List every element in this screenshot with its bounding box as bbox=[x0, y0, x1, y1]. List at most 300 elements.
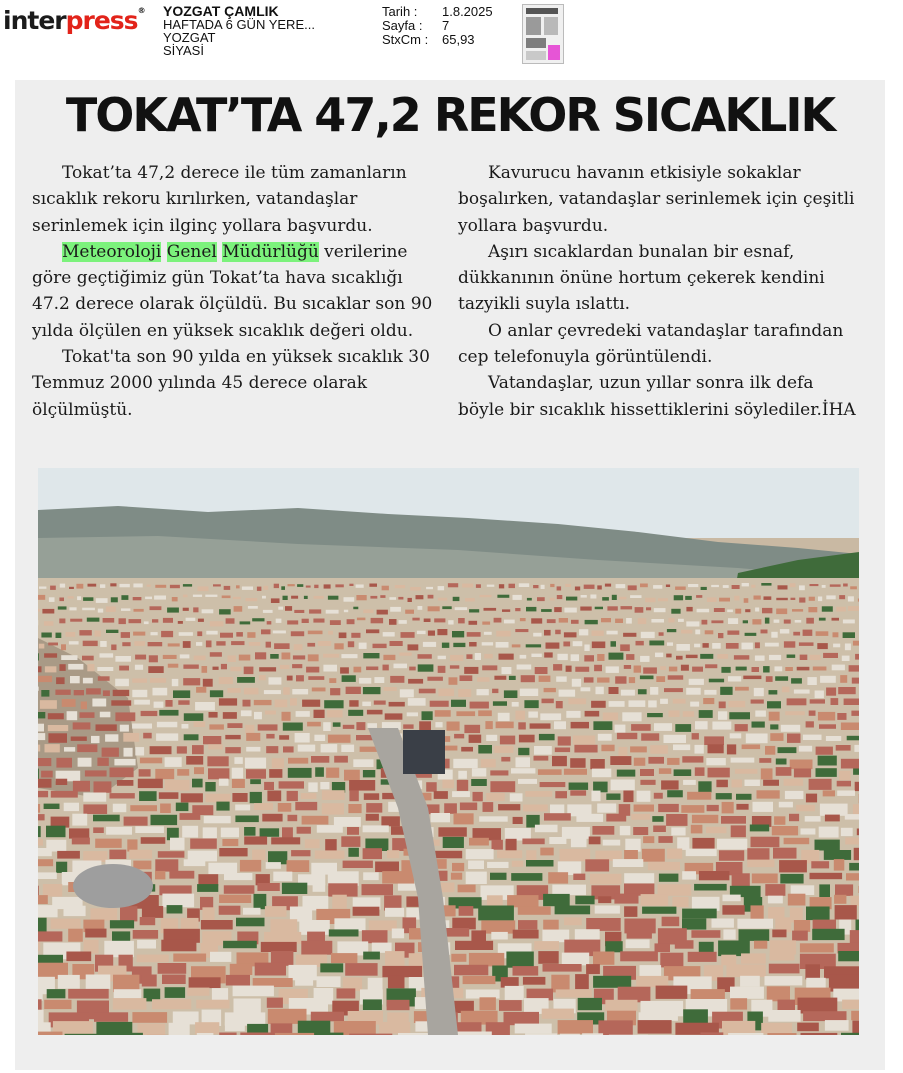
rooftop bbox=[38, 745, 40, 752]
rooftop bbox=[850, 896, 859, 906]
rooftop bbox=[660, 953, 683, 968]
rooftop bbox=[722, 1021, 755, 1035]
rooftop bbox=[664, 735, 687, 743]
rooftop bbox=[515, 711, 525, 720]
rooftop bbox=[219, 779, 229, 786]
rooftop bbox=[697, 609, 710, 613]
rooftop bbox=[244, 836, 267, 844]
rooftop bbox=[688, 584, 698, 587]
rooftop bbox=[648, 700, 657, 707]
logo-accent-text: press bbox=[65, 6, 138, 35]
rooftop bbox=[794, 690, 810, 694]
rooftop bbox=[250, 792, 262, 803]
rooftop bbox=[640, 780, 655, 785]
rooftop bbox=[134, 609, 144, 612]
rooftop bbox=[197, 631, 202, 636]
rooftop bbox=[454, 813, 474, 824]
rooftop bbox=[344, 597, 355, 602]
rooftop bbox=[719, 702, 726, 709]
rooftop bbox=[735, 769, 758, 774]
rooftop bbox=[484, 632, 492, 635]
rooftop bbox=[770, 953, 795, 961]
rooftop bbox=[232, 779, 245, 788]
rooftop bbox=[147, 585, 151, 587]
rooftop bbox=[592, 631, 604, 636]
rooftop bbox=[779, 860, 807, 872]
rooftop bbox=[770, 940, 796, 954]
rooftop bbox=[198, 874, 218, 886]
rooftop bbox=[501, 757, 510, 762]
rooftop bbox=[297, 827, 311, 834]
rooftop bbox=[521, 675, 535, 682]
rooftop bbox=[216, 641, 225, 645]
rooftop bbox=[110, 793, 135, 798]
rooftop bbox=[681, 805, 704, 813]
rooftop bbox=[382, 586, 389, 591]
rooftop bbox=[666, 585, 670, 588]
rooftop bbox=[771, 632, 777, 638]
rooftop bbox=[167, 608, 179, 613]
rooftop bbox=[721, 816, 746, 824]
rooftop bbox=[480, 595, 492, 597]
rooftop bbox=[482, 642, 493, 645]
rooftop bbox=[635, 607, 644, 613]
rooftop bbox=[38, 931, 62, 941]
rooftop bbox=[44, 653, 57, 657]
rooftop bbox=[285, 606, 292, 611]
rooftop bbox=[826, 595, 835, 599]
rooftop bbox=[768, 896, 783, 904]
page-thumbnail-icon[interactable] bbox=[522, 4, 564, 64]
rooftop bbox=[111, 700, 131, 705]
rooftop bbox=[302, 700, 320, 707]
rooftop bbox=[141, 837, 166, 844]
rooftop bbox=[504, 690, 518, 698]
rooftop bbox=[678, 619, 684, 622]
rooftop bbox=[403, 724, 413, 728]
rooftop bbox=[38, 779, 52, 788]
rooftop bbox=[72, 838, 90, 845]
rooftop bbox=[769, 964, 800, 974]
rooftop bbox=[797, 667, 810, 671]
rooftop bbox=[377, 610, 388, 615]
rooftop bbox=[674, 769, 692, 776]
rooftop bbox=[288, 815, 298, 821]
rooftop bbox=[584, 655, 594, 661]
rooftop bbox=[225, 747, 241, 753]
rooftop bbox=[64, 747, 75, 752]
rooftop bbox=[658, 804, 679, 812]
rooftop bbox=[542, 1009, 574, 1019]
rooftop bbox=[307, 932, 325, 942]
rooftop bbox=[739, 929, 770, 941]
page-row bbox=[382, 19, 493, 33]
rooftop bbox=[328, 883, 357, 896]
rooftop bbox=[478, 906, 514, 921]
rooftop bbox=[688, 952, 717, 962]
rooftop bbox=[410, 587, 421, 591]
rooftop bbox=[774, 620, 780, 623]
rooftop bbox=[546, 643, 560, 649]
rooftop bbox=[640, 676, 654, 680]
rooftop bbox=[772, 826, 798, 835]
rooftop bbox=[785, 667, 793, 671]
rooftop bbox=[283, 746, 294, 752]
rooftop bbox=[431, 813, 450, 822]
rooftop bbox=[313, 884, 326, 892]
rooftop bbox=[362, 884, 394, 895]
rooftop bbox=[609, 653, 624, 660]
rooftop bbox=[728, 701, 745, 708]
rooftop bbox=[560, 1034, 580, 1035]
rooftop bbox=[552, 756, 567, 766]
rooftop bbox=[103, 618, 115, 623]
rooftop bbox=[346, 687, 361, 694]
rooftop bbox=[113, 690, 130, 696]
rooftop bbox=[163, 655, 177, 659]
rooftop bbox=[629, 677, 635, 683]
rooftop bbox=[320, 963, 343, 972]
rooftop bbox=[259, 675, 266, 680]
rooftop bbox=[81, 702, 87, 710]
rooftop bbox=[469, 642, 477, 647]
rooftop bbox=[550, 584, 554, 587]
rooftop bbox=[168, 643, 180, 646]
rooftop bbox=[221, 828, 239, 838]
rooftop bbox=[155, 859, 178, 871]
rooftop bbox=[653, 585, 662, 589]
rooftop bbox=[158, 851, 185, 858]
rooftop bbox=[580, 607, 591, 611]
rooftop bbox=[438, 827, 466, 836]
rooftop bbox=[485, 721, 492, 729]
rooftop bbox=[496, 722, 514, 729]
aerial-city-illustration bbox=[38, 468, 859, 1035]
rooftop bbox=[669, 710, 680, 717]
rooftop bbox=[515, 629, 528, 632]
rooftop bbox=[281, 586, 285, 590]
rooftop bbox=[308, 631, 323, 635]
rooftop bbox=[122, 642, 130, 646]
rooftop bbox=[711, 585, 719, 587]
rooftop bbox=[721, 667, 730, 673]
rooftop bbox=[381, 816, 400, 826]
rooftop bbox=[291, 596, 298, 599]
rooftop bbox=[210, 652, 222, 657]
rooftop bbox=[486, 793, 504, 801]
paper-category: SİYASİ bbox=[163, 43, 204, 58]
rooftop bbox=[794, 920, 810, 932]
rooftop bbox=[556, 989, 592, 997]
rooftop bbox=[513, 966, 539, 976]
rooftop bbox=[69, 587, 74, 589]
rooftop bbox=[576, 814, 603, 822]
rooftop bbox=[681, 665, 689, 671]
rooftop bbox=[42, 609, 54, 614]
rooftop bbox=[181, 793, 203, 802]
rooftop bbox=[852, 678, 859, 684]
rooftop bbox=[825, 815, 840, 822]
rooftop bbox=[79, 630, 91, 635]
rooftop bbox=[742, 643, 753, 650]
rooftop bbox=[566, 597, 577, 601]
rooftop bbox=[142, 975, 157, 987]
rooftop bbox=[800, 655, 808, 660]
rooftop bbox=[363, 610, 373, 614]
rooftop bbox=[824, 850, 851, 860]
rooftop bbox=[681, 630, 692, 634]
rooftop bbox=[641, 632, 655, 638]
rooftop bbox=[661, 780, 679, 789]
rooftop bbox=[590, 874, 621, 885]
rooftop bbox=[70, 676, 80, 683]
rooftop bbox=[820, 804, 848, 816]
rooftop bbox=[456, 711, 475, 716]
rooftop bbox=[598, 734, 612, 741]
rooftop bbox=[742, 745, 761, 750]
rooftop bbox=[792, 931, 808, 941]
rooftop bbox=[767, 986, 790, 1001]
rooftop bbox=[667, 758, 679, 765]
rooftop bbox=[344, 610, 348, 613]
rooftop bbox=[799, 598, 805, 603]
rooftop bbox=[349, 1034, 392, 1035]
rooftop bbox=[362, 702, 371, 707]
rooftop bbox=[586, 918, 621, 931]
rooftop bbox=[394, 664, 408, 669]
rooftop bbox=[613, 859, 644, 867]
rooftop bbox=[714, 608, 725, 612]
rooftop bbox=[690, 702, 699, 707]
rooftop bbox=[134, 700, 150, 705]
rooftop bbox=[266, 734, 274, 739]
rooftop bbox=[349, 790, 358, 801]
article-column-right bbox=[458, 160, 858, 423]
rooftop bbox=[543, 964, 582, 972]
rooftop bbox=[306, 586, 311, 588]
rooftop bbox=[333, 722, 341, 726]
rooftop bbox=[94, 781, 112, 792]
rooftop bbox=[335, 584, 343, 587]
rooftop bbox=[366, 803, 382, 813]
rooftop bbox=[769, 655, 781, 660]
rooftop bbox=[83, 851, 107, 862]
rooftop bbox=[210, 621, 224, 626]
rooftop bbox=[38, 733, 45, 740]
rooftop bbox=[223, 712, 237, 719]
rooftop bbox=[606, 814, 626, 822]
rooftop bbox=[244, 827, 255, 836]
rooftop bbox=[344, 770, 360, 781]
rooftop bbox=[839, 595, 845, 599]
rooftop bbox=[313, 619, 324, 623]
rooftop bbox=[308, 676, 324, 680]
rooftop bbox=[734, 655, 749, 659]
rooftop bbox=[542, 699, 554, 704]
rooftop bbox=[349, 584, 353, 586]
highlighted-keyword: Müdürlüğü bbox=[222, 241, 319, 262]
rooftop bbox=[77, 744, 97, 752]
rooftop bbox=[782, 687, 790, 693]
rooftop bbox=[363, 687, 381, 694]
rooftop bbox=[133, 632, 145, 636]
rooftop bbox=[619, 747, 628, 757]
rooftop bbox=[695, 767, 705, 776]
rooftop bbox=[383, 655, 395, 660]
rooftop bbox=[269, 769, 282, 778]
rooftop bbox=[198, 619, 204, 622]
rooftop bbox=[39, 644, 45, 649]
rooftop bbox=[630, 746, 647, 752]
rooftop bbox=[840, 675, 847, 683]
rooftop bbox=[601, 618, 611, 622]
rooftop bbox=[574, 745, 597, 753]
rooftop bbox=[314, 735, 325, 741]
article-headline: TOKAT’TA 47,2 REKOR SICAKLIK bbox=[65, 88, 835, 142]
rooftop bbox=[499, 584, 504, 588]
rooftop bbox=[780, 874, 803, 884]
rooftop bbox=[236, 585, 240, 588]
rooftop bbox=[818, 597, 822, 602]
rooftop bbox=[721, 955, 736, 966]
rooftop bbox=[752, 874, 778, 884]
rooftop bbox=[853, 641, 859, 646]
rooftop bbox=[853, 769, 859, 775]
rooftop bbox=[617, 770, 636, 777]
rooftop bbox=[196, 642, 202, 646]
rooftop bbox=[767, 701, 781, 708]
rooftop bbox=[625, 839, 640, 852]
rooftop bbox=[822, 606, 833, 611]
rooftop bbox=[696, 595, 702, 598]
rooftop bbox=[741, 953, 766, 963]
rooftop bbox=[184, 734, 199, 740]
rooftop bbox=[56, 758, 72, 768]
rooftop bbox=[387, 1000, 410, 1010]
rooftop bbox=[183, 665, 198, 669]
rooftop bbox=[773, 848, 797, 859]
rooftop bbox=[627, 931, 652, 939]
rooftop bbox=[496, 631, 511, 637]
rooftop bbox=[435, 710, 451, 717]
rooftop bbox=[113, 804, 127, 813]
rooftop bbox=[544, 813, 571, 820]
rooftop bbox=[95, 839, 122, 848]
rooftop bbox=[624, 665, 631, 669]
rooftop bbox=[449, 677, 458, 685]
rooftop bbox=[416, 595, 424, 599]
rooftop bbox=[159, 710, 178, 716]
rooftop bbox=[512, 644, 521, 647]
rooftop bbox=[220, 633, 233, 638]
rooftop bbox=[367, 723, 377, 728]
rooftop bbox=[791, 598, 796, 600]
rooftop bbox=[846, 873, 859, 880]
rooftop bbox=[682, 909, 717, 919]
rooftop bbox=[785, 711, 805, 715]
rooftop bbox=[737, 919, 773, 929]
rooftop bbox=[510, 793, 523, 801]
rooftop bbox=[481, 920, 515, 933]
rooftop bbox=[857, 829, 859, 836]
rooftop bbox=[671, 609, 680, 614]
rooftop bbox=[475, 653, 481, 660]
rooftop bbox=[252, 618, 264, 621]
rooftop bbox=[594, 665, 602, 671]
rooftop bbox=[424, 619, 431, 623]
rooftop bbox=[652, 816, 663, 822]
rooftop bbox=[264, 586, 269, 590]
rooftop bbox=[85, 929, 106, 938]
rooftop bbox=[469, 838, 489, 846]
rooftop bbox=[765, 643, 779, 647]
rooftop bbox=[647, 713, 663, 717]
rooftop bbox=[610, 756, 631, 765]
rooftop bbox=[605, 584, 611, 587]
rooftop bbox=[482, 622, 490, 625]
rooftop bbox=[363, 872, 379, 880]
rooftop bbox=[754, 688, 764, 696]
rooftop bbox=[731, 758, 755, 763]
rooftop bbox=[319, 1033, 343, 1035]
rooftop bbox=[683, 780, 696, 785]
rooftop bbox=[235, 816, 258, 823]
rooftop bbox=[201, 920, 233, 930]
rooftop bbox=[348, 804, 361, 813]
rooftop bbox=[564, 769, 587, 775]
rooftop bbox=[239, 655, 251, 661]
rooftop bbox=[315, 767, 324, 777]
rooftop bbox=[48, 733, 67, 743]
rooftop bbox=[735, 724, 748, 731]
rooftop bbox=[363, 848, 382, 859]
rooftop bbox=[100, 653, 114, 657]
rooftop bbox=[428, 595, 434, 599]
rooftop bbox=[245, 758, 266, 769]
rooftop bbox=[242, 587, 253, 590]
rooftop bbox=[266, 642, 271, 648]
rooftop bbox=[169, 1023, 190, 1035]
rooftop bbox=[326, 768, 339, 778]
rooftop bbox=[700, 654, 713, 659]
rooftop bbox=[573, 874, 585, 880]
rooftop bbox=[387, 850, 399, 858]
rooftop bbox=[575, 896, 594, 905]
rooftop bbox=[626, 618, 632, 624]
rooftop bbox=[46, 826, 66, 838]
rooftop bbox=[556, 701, 563, 708]
rooftop bbox=[819, 724, 836, 729]
rooftop bbox=[106, 606, 116, 612]
rooftop bbox=[735, 687, 749, 691]
rooftop bbox=[113, 998, 147, 1010]
rooftop bbox=[69, 828, 89, 838]
rooftop bbox=[288, 584, 295, 586]
rooftop bbox=[668, 675, 684, 679]
rooftop bbox=[38, 989, 43, 1000]
rooftop bbox=[466, 872, 487, 884]
rooftop bbox=[799, 642, 814, 646]
rooftop bbox=[780, 629, 789, 633]
rooftop bbox=[399, 653, 411, 656]
rooftop bbox=[390, 676, 404, 683]
rooftop bbox=[282, 883, 307, 894]
rooftop bbox=[776, 609, 787, 615]
rooftop bbox=[390, 641, 403, 646]
rooftop bbox=[390, 607, 401, 612]
rooftop bbox=[38, 758, 51, 766]
rooftop bbox=[755, 608, 759, 612]
